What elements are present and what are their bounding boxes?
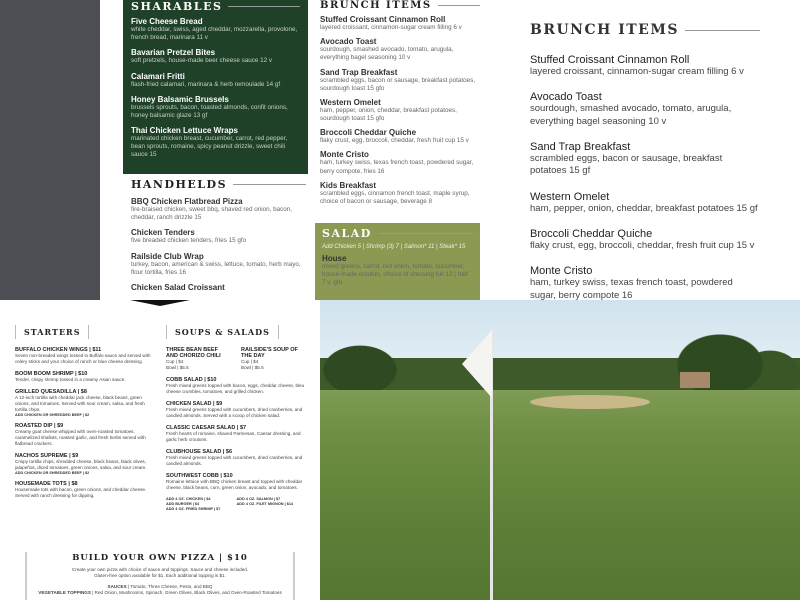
item-description: white cheddar, swiss, aged cheddar, mozzarella, provolone, french bread, marinara 11 v [131,26,298,42]
soups-section [166,322,306,511]
menu-item [15,453,155,475]
menu-item [530,141,760,178]
item-name: ROASTED DIP | $9 [15,422,64,429]
menu-panel-sharables [100,0,310,300]
item-description: Seven non-breaded wings tossed in Buffalo sauce and served with celery sticks and your choice of ranch or blue cheese dressing. [15,353,151,364]
addon-item: ADD 4 OZ. FRIED SHRIMP | $7 [166,506,221,511]
section-heading: HANDHELDS [131,178,306,191]
menu-item [131,95,300,120]
menu-item [320,37,480,62]
item-description: scrambled eggs, bacon or sausage, breakfast potatoes 15 gf [530,153,723,177]
item-name: Stuffed Croissant Cinnamon Roll [320,15,446,24]
item-description: Fresh mixed greens topped with cucumbers, dried cranberries, and candied almonds. [166,454,303,466]
item-description: Fresh hearts of romaine, shaved Parmesan, Caesar dressing, and garlic herb croutons. [166,430,301,442]
menu-item [530,91,760,128]
item-name: COBB SALAD | $10 [166,376,217,383]
menu-item [15,347,155,365]
item-description: A 12-inch tortilla with cheddar jack cheese, black beans, green onions, and tomatoes. Served with sour cream, salsa, and fresh tortilla chips. [15,394,145,412]
menu-item [322,254,473,288]
item-name: SOUTHWEST COBB | $10 [166,472,233,479]
menu-item [530,228,760,252]
item-description: turkey, bacon, american & swiss, lettuce, tomato, herb mayo, flour tortilla, fries 16 [131,260,301,276]
item-name: BBQ Chicken Flatbread Pizza [131,197,243,206]
item-addon: ADD CHICKEN OR SHREDDED BEEF | $2 [15,412,90,417]
menu-item [166,425,306,443]
item-description: five breaded chicken tenders, fries 15 gfo [131,237,247,245]
salad-section [315,223,480,300]
item-description: flaky crust, egg, broccoli, cheddar, fresh fruit cup 15 v [530,240,755,252]
item-description: flash-fried calamari, marinara & herb remoulade 14 gf [131,80,281,88]
section-heading: SOUPS & SALADS [166,325,279,339]
menu-item [320,15,480,32]
item-description: layered croissant, cinnamon-sugar cream filling 6 v [530,66,744,77]
menu-item [530,54,760,78]
item-description: Fresh mixed greens topped with bacon, eggs, cheddar cheese, bleu cheese crumbles, tomatoes, and grilled chicken. [166,382,305,394]
menu-item [131,228,306,245]
pizza-title: BUILD YOUR OWN PIZZA | $10 [72,553,248,563]
item-name: Chicken Salad Croissant [131,282,225,292]
item-description: scrambled eggs, cinnamon french toast, maple syrup, choice of bacon or sausage, beverage 8 [320,189,470,205]
item-name: Kids Breakfast [320,180,377,190]
menu-item [530,191,760,215]
fairway [320,390,800,600]
menu-item [131,72,300,89]
soup-item: THREE BEAN BEEF AND CHORIZO CHILI Cup | $4 Bowl | $5.5 [166,347,221,370]
item-description: flaky crust, egg, broccoli, cheddar, fresh fruit cup 15 v [320,137,469,145]
menu-item [320,128,480,145]
flag-icon [462,330,492,398]
item-name: Western Omelet [530,190,610,203]
item-name: GRILLED QUESADILLA | $8 [15,388,87,395]
menu-item [131,283,306,292]
item-description: ham, pepper, onion, cheddar, breakfast potatoes 15 gf [530,202,758,214]
item-description: marinated chicken breast, cucumber, carrot, red pepper, bean sprouts, romaine, spicy peanut drizzle, sweet chili sauce 15 [131,135,288,159]
item-name: Avocado Toast [320,37,377,47]
section-heading: SHARABLES [131,0,300,13]
item-name: CLASSIC CAESAR SALAD | $7 [166,424,247,431]
menu-item [15,423,155,447]
item-name: House [322,254,347,263]
addon-item: ADD 4 OZ. FILET MIGNON | $14 [236,501,294,506]
item-description: ham, turkey swiss, texas french toast, powdered sugar, berry compote 16 [530,277,733,300]
menu-panel-starters-soups [0,300,320,600]
menu-item [166,473,306,491]
item-name: Broccoli Cheddar Quiche [320,128,417,138]
golf-course-photo [320,300,800,600]
item-name: Calamari Fritti [131,71,185,81]
item-name: Sand Trap Breakfast [320,67,398,77]
addon-item: ADD 4 OZ. CHICKEN | $4 [166,496,211,501]
item-description: Romaine lettuce with BBQ chicken breast and topped with cheddar cheese, black beans, corn, green onion, avocado, and tomatoes. [166,478,303,490]
item-description: fire-braised chicken, sweet bbq, shaved red onion, bacon, cheddar, ranch drizzle 15 [131,206,293,222]
menu-item [320,68,480,93]
menu-panel-brunch-small [310,0,490,300]
item-description: sourdough, smashed avocado, tomato, arugula, everything bagel seasoning 10 v [530,103,732,127]
item-name: Sand Trap Breakfast [530,141,631,154]
item-name: Monte Cristo [320,150,369,160]
item-description: Crispy tortilla chips, shredded cheese, black beans, black olives, jalapeños, diced tomatoes, green onions, salsa, and sour cream. [15,458,147,470]
item-description: Housemade tots with bacon, green onions, and cheddar cheese. Served with ranch dressing for dipping. [15,486,147,498]
menu-item [131,17,300,42]
sand-bunker [530,395,650,409]
item-name: Thai Chicken Lettuce Wraps [131,126,238,136]
item-description: layered croissant, cinnamon-sugar cream filling 6 v [320,24,462,31]
item-name: BOOM BOOM SHRIMP | $10 [15,370,88,377]
item-name: Five Cheese Bread [131,17,203,26]
item-description: scrambled eggs, bacon or sausage, breakfast potatoes, sourdough toast 15 gfo [320,76,476,92]
menu-item [131,252,306,277]
sharables-section [123,0,308,174]
menu-item [320,98,480,123]
item-name: Stuffed Croissant Cinnamon Roll [530,54,690,66]
item-description: soft pretzels, house-made beer cheese sauce 12 v [131,57,273,65]
menu-item [166,377,306,395]
item-name: Broccoli Cheddar Quiche [530,228,653,241]
item-description: Creamy goat cheese whipped with oven-roasted tomatoes, caramelized shallots, roasted garlic, and fresh herbs served with flatbread crackers. [15,428,146,446]
item-name: Western Omelet [320,97,381,107]
pizza-section: BUILD YOUR OWN PIZZA | $10 Create your own pizza with choice of sauce and toppings. Sauce and cheese included. Gluten-free option available for $1. Each additional topping is $1. SAUCES | Tomato, Three Cheese, Pesto, and BBQ VEGETABLE TOPPINGS | Red Onion, Mushrooms, Spinach, Green Olives, Black Olives, and Oven-Roasted Tomatoes [25,552,295,600]
soup-item: RAILSIDE'S SOUP OF THE DAY Cup | $4 Bowl | $5.5 [241,347,298,370]
item-name: BUFFALO CHICKEN WINGS | $11 [15,347,102,353]
addon-item: ADD BURGER | $4 [166,501,200,506]
menu-item [131,48,300,65]
menu-item [166,449,306,467]
item-description: ham, pepper, onion, cheddar, breakfast potatoes, sourdough toast 15 gfo [320,106,457,123]
menu-item [15,389,155,417]
item-name: Honey Balsamic Brussels [131,94,229,104]
item-description: sourdough, smashed avocado, tomato, arugula, everything bagel seasoning 10 v [320,46,454,62]
item-description: mixed greens, carrot, red onion, tomato, cucumber, house-made crouton, choice of dressing full 13 | half 7 v, gfo [322,263,468,287]
menu-item [320,150,480,175]
salad-addons [166,497,306,511]
section-heading: SALAD [322,227,473,240]
item-name: Bavarian Pretzel Bites [131,48,216,58]
menu-item [530,265,760,300]
handhelds-section [131,178,306,298]
menu-item [166,401,306,419]
starters-section [15,322,155,505]
section-heading: BRUNCH ITEMS [530,22,760,38]
menu-item [320,181,480,206]
decorative-wedge [120,300,200,306]
section-heading: BRUNCH ITEMS [320,0,480,11]
menu-item [131,126,300,160]
item-name: NACHOS SUPREME | $9 [15,452,79,459]
clubhouse [680,372,710,388]
section-heading: STARTERS [15,325,89,339]
item-name: Railside Club Wrap [131,251,204,261]
menu-item [15,481,155,499]
item-name: CLUBHOUSE SALAD | $6 [166,448,233,455]
addon-item: ADD 4 OZ. SALMON | $7 [236,496,281,501]
salad-addons: Add Chicken 5 | Shrimp (3) 7 | Salmon* 11 | Steak* 15 [322,244,466,250]
item-description: Tender, crispy shrimp tossed in a creamy Asian sauce. [15,376,126,382]
item-description: Fresh mixed greens topped with cucumbers, dried cranberries, and candied almonds. Served with a scoop of chicken salad. [166,406,303,418]
item-name: Chicken Tenders [131,228,195,238]
item-addon: ADD CHICKEN OR SHREDDED BEEF | $2 [15,470,90,475]
menu-item [131,197,306,222]
item-name: Monte Cristo [530,265,593,278]
menu-item [15,371,155,383]
item-name: Avocado Toast [530,91,602,104]
dark-background [0,0,100,300]
menu-panel-brunch-large [490,0,800,300]
item-name: CHICKEN SALAD | $9 [166,400,223,407]
item-description: brussels sprouts, bacon, toasted almonds, confit onions, honey balsamic glaze 13 gf [131,103,288,119]
item-name: HOUSEMADE TOTS | $8 [15,480,78,487]
item-description: ham, turkey swiss, texas french toast, powdered sugar, berry compote, fries 16 [320,159,474,175]
